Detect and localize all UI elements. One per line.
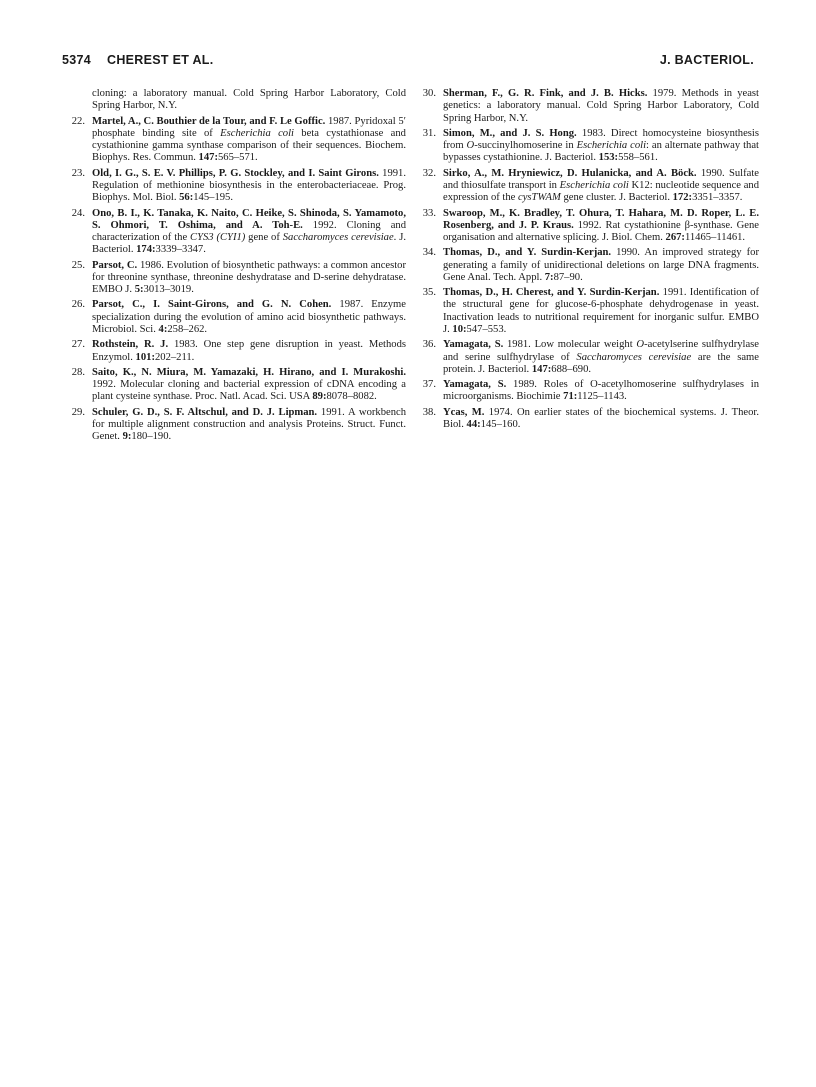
reference-volume: 9: [122, 431, 132, 443]
reference-text-part: : an alternate pathway that bypasses cystathionine. J. Bacteriol. [443, 140, 759, 164]
reference-text [92, 260, 406, 296]
reference-text-part: beta cystathionase and cystathionine gamma synthase comparison of their sequences. Biochem. Biophys. Res. Commun. [92, 127, 406, 164]
reference-number: 22. [71, 115, 85, 127]
reference-text-part: gene of [245, 232, 283, 244]
reference-authors: Parsot, C., I. Saint-Girons, and G. N. Cohen. [92, 299, 332, 311]
reference-pages: 547–553. [466, 323, 507, 335]
reference-entry [70, 168, 406, 205]
reference-number: 30. [422, 88, 436, 99]
reference-number: 31. [422, 127, 436, 139]
reference-entry [70, 208, 406, 257]
reference-authors: Simon, M., and J. S. Hong. [443, 127, 577, 139]
reference-entry [70, 299, 406, 336]
reference-volume: 7: [544, 271, 554, 283]
reference-pages: 1125–1143. [577, 391, 627, 403]
reference-authors: Ono, B. I., K. Tanaka, K. Naito, C. Heike, S. Shinoda, S. Yamamoto, S. Ohmori, T. Oshima, and A. Toh-E. [92, 207, 406, 231]
reference-number: 38. [422, 406, 436, 418]
reference-text [92, 407, 406, 443]
reference-entry [421, 379, 759, 404]
reference-text-part: 1991. Regulation of methionine biosynthesis in the enterobacteriaceae. Prog. Biophys. Mol. Biol. [92, 167, 407, 204]
reference-italic: Escherichia coli [559, 179, 629, 191]
reference-italic: Escherichia coli [576, 140, 647, 152]
reference-italic: Escherichia coli [220, 127, 294, 139]
reference-volume: 174: [136, 244, 156, 256]
reference-number: 28. [71, 366, 85, 378]
reference-text-part: 1990. An improved strategy for generating a family of unidirectional deletions on large DNA fragments. Gene Anal. Tech. Appl. [443, 247, 759, 283]
reference-volume: 147: [198, 152, 218, 164]
reference-pages: 558–561. [618, 152, 658, 164]
reference-text-part: 1987. Pyridoxal 5′ phosphate binding site of [92, 115, 407, 139]
reference-text [443, 168, 759, 204]
reference-text-part: 1992. Cloning and characterization of the [92, 219, 407, 244]
reference-volume: 267: [665, 232, 685, 244]
reference-text-part: are the same protein. J. Bacteriol. [443, 351, 759, 375]
reference-text [92, 168, 406, 204]
reference-text [443, 379, 759, 402]
reference-entry [421, 88, 759, 125]
reference-entry [70, 339, 406, 364]
reference-italic: cysTWAM [518, 192, 561, 204]
reference-pages: 180–190. [131, 431, 172, 443]
reference-text-part: 1990. Sulfate and thiosulfate transport in [443, 167, 759, 191]
reference-authors: Schuler, G. D., S. F. Altschul, and D. J. Lipman. [92, 406, 318, 418]
reference-text-part: 1992. Molecular cloning and bacterial expression of cDNA encoding a plant cysteine synthase. Proc. Natl. Acad. Sci. USA [92, 379, 406, 403]
reference-entry [421, 247, 759, 284]
reference-italic: O [636, 339, 645, 351]
reference-entry [70, 407, 406, 444]
reference-pages: 3013–3019. [143, 284, 194, 296]
reference-entry [421, 168, 759, 205]
reference-text [92, 299, 406, 335]
reference-text [443, 287, 759, 335]
reference-authors: Martel, A., C. Bouthier de la Tour, and F. Le Goffic. [92, 115, 326, 127]
reference-text-part: 1986. Evolution of biosynthetic pathways: a common ancestor for threonine synthase, threonine deshydratase and D-serine dehydratase. EMBO J. [92, 259, 406, 296]
reference-text [443, 339, 759, 375]
reference-text [443, 247, 759, 283]
reference-authors: Thomas, D., and Y. Surdin-Kerjan. [443, 247, 612, 259]
reference-number: 32. [422, 167, 436, 179]
reference-pages: 258–262. [167, 323, 208, 335]
reference-text [443, 128, 759, 164]
reference-entry [421, 407, 759, 432]
reference-text-part: 1981. Low molecular weight [503, 339, 637, 351]
reference-volume: 10: [452, 323, 467, 335]
reference-text-part: gene cluster. J. Bacteriol. [560, 192, 673, 204]
reference-pages: 688–690. [551, 363, 592, 375]
reference-volume: 147: [531, 363, 552, 375]
reference-text [92, 208, 406, 256]
reference-number: 34. [422, 247, 436, 259]
reference-entry [70, 116, 406, 165]
reference-entry [421, 208, 759, 245]
reference-pages: 11465–11461. [684, 232, 746, 244]
reference-text-part: 1989. Roles of O-acetylhomoserine sulfhydrylases in microorganisms. Biochimie [443, 379, 760, 403]
reference-pages: 565–571. [217, 152, 258, 164]
reference-pages: 3351–3357. [692, 192, 743, 204]
reference-volume: 56: [179, 192, 194, 204]
reference-text-part: . J. Bacteriol. [92, 232, 406, 256]
reference-number: 29. [71, 406, 85, 418]
reference-entry [421, 287, 759, 336]
reference-authors: Parsot, C. [92, 259, 138, 271]
reference-authors: Thomas, D., H. Cherest, and Y. Surdin-Kerjan. [443, 287, 660, 299]
reference-authors: Sirko, A., M. Hryniewicz, D. Hulanicka, and A. Böck. [443, 167, 697, 179]
reference-number: 35. [422, 287, 436, 299]
reference-entry [421, 128, 759, 165]
reference-number: 24. [71, 207, 85, 219]
reference-entry [421, 339, 759, 376]
reference-text-part: 1983. One step gene disruption in yeast. Methods Enzymol. [92, 339, 406, 363]
reference-pages: 8078–8082. [326, 391, 377, 403]
reference-italic: Saccharomyces cerevisiae [576, 351, 692, 363]
reference-number: 33. [422, 207, 436, 219]
reference-pages: 202–211. [154, 351, 195, 363]
page-number: 5374 [62, 53, 92, 67]
reference-number: 23. [71, 167, 85, 179]
reference-text-part: 1979. Methods in yeast genetics: a laboratory manual. Cold Spring Harbor Laboratory, Cold Spring Harbor, N.Y. [443, 88, 759, 124]
reference-volume: 5: [134, 284, 144, 296]
page-header [62, 53, 754, 69]
reference-text [443, 88, 759, 124]
running-head-authors: CHEREST ET AL. [107, 53, 214, 67]
reference-authors: Yamagata, S. [443, 379, 507, 391]
reference-number: 25. [71, 259, 85, 271]
reference-text [92, 367, 406, 403]
reference-text-part: -acetylserine sulfhydrylase and serine sulfhydrylase of [443, 339, 759, 363]
reference-authors: Sherman, F., G. R. Fink, and J. B. Hicks. [443, 88, 648, 99]
reference-volume: 153: [598, 152, 619, 164]
reference-text-part: K12: nucleotide sequence and expression of the [443, 179, 759, 204]
reference-entry [70, 260, 406, 297]
reference-number: 27. [71, 339, 85, 351]
references-left-column [70, 88, 406, 447]
reference-text-part: -succinylhomoserine in [474, 140, 577, 152]
reference-text-part: 1991. Identification of the structural gene for glucose-6-phosphate dehydrogenase in yeast. Inactivation leads to nutritional requirement for inorganic sulfur. EMBO J. [443, 287, 759, 335]
reference-authors: Rothstein, R. J. [92, 339, 169, 351]
reference-volume: 71: [563, 391, 578, 403]
reference-text [443, 208, 759, 244]
reference-authors: Swaroop, M., K. Bradley, T. Ohura, T. Hahara, M. D. Roper, L. E. Rosenberg, and J. P. Kraus. [443, 207, 759, 231]
reference-text-part: 1983. Direct homocysteine biosynthesis from [443, 127, 759, 152]
reference-volume: 101: [135, 351, 155, 363]
reference-text [443, 407, 759, 430]
reference-authors: Ycas, M. [443, 406, 485, 418]
reference-authors: Yamagata, S. [443, 339, 504, 351]
reference-continuation: cloning: a laboratory manual. Cold Spring Harbor Laboratory, Cold Spring Harbor, N.Y. [92, 88, 406, 112]
reference-authors: Saito, K., N. Miura, M. Yamazaki, H. Hirano, and I. Murakoshi. [92, 366, 406, 378]
reference-pages: 145–160. [480, 419, 521, 430]
reference-italic: Saccharomyces cerevisiae [282, 232, 394, 244]
reference-text-part: 1974. On earlier states of the biochemical systems. J. Theor. Biol. [443, 406, 759, 430]
reference-text [92, 116, 406, 164]
running-head-journal: J. BACTERIOL. [659, 53, 754, 67]
reference-number: 37. [422, 379, 436, 391]
reference-number: 26. [71, 299, 85, 311]
reference-italic: O [466, 140, 475, 152]
reference-authors: Old, I. G., S. E. V. Phillips, P. G. Stockley, and I. Saint Girons. [92, 167, 379, 179]
reference-volume: 89: [312, 391, 327, 403]
reference-entry [70, 367, 406, 404]
reference-text-part: 1987. Enzyme specialization during the evolution of amino acid biosynthetic pathways. Microbiol. Sci. [92, 299, 407, 335]
reference-volume: 44: [466, 419, 481, 430]
reference-pages: 3339–3347. [155, 244, 206, 256]
reference-number: 36. [422, 339, 436, 351]
reference-text-part: 1991. A workbench for multiple alignment construction and analysis Proteins. Struct. Funct. Genet. [92, 406, 406, 443]
reference-volume: 172: [672, 192, 693, 204]
reference-text [92, 339, 406, 362]
references-right-column [421, 88, 759, 434]
reference-text-part: 1992. Rat cystathionine β-synthase. Gene organisation and alternative splicing. J. Biol. Chem. [443, 219, 759, 244]
reference-pages: 87–90. [553, 271, 583, 283]
reference-italic: CYS3 (CYI1) [190, 232, 246, 244]
reference-pages: 145–195. [193, 192, 233, 204]
reference-volume: 4: [158, 323, 168, 335]
